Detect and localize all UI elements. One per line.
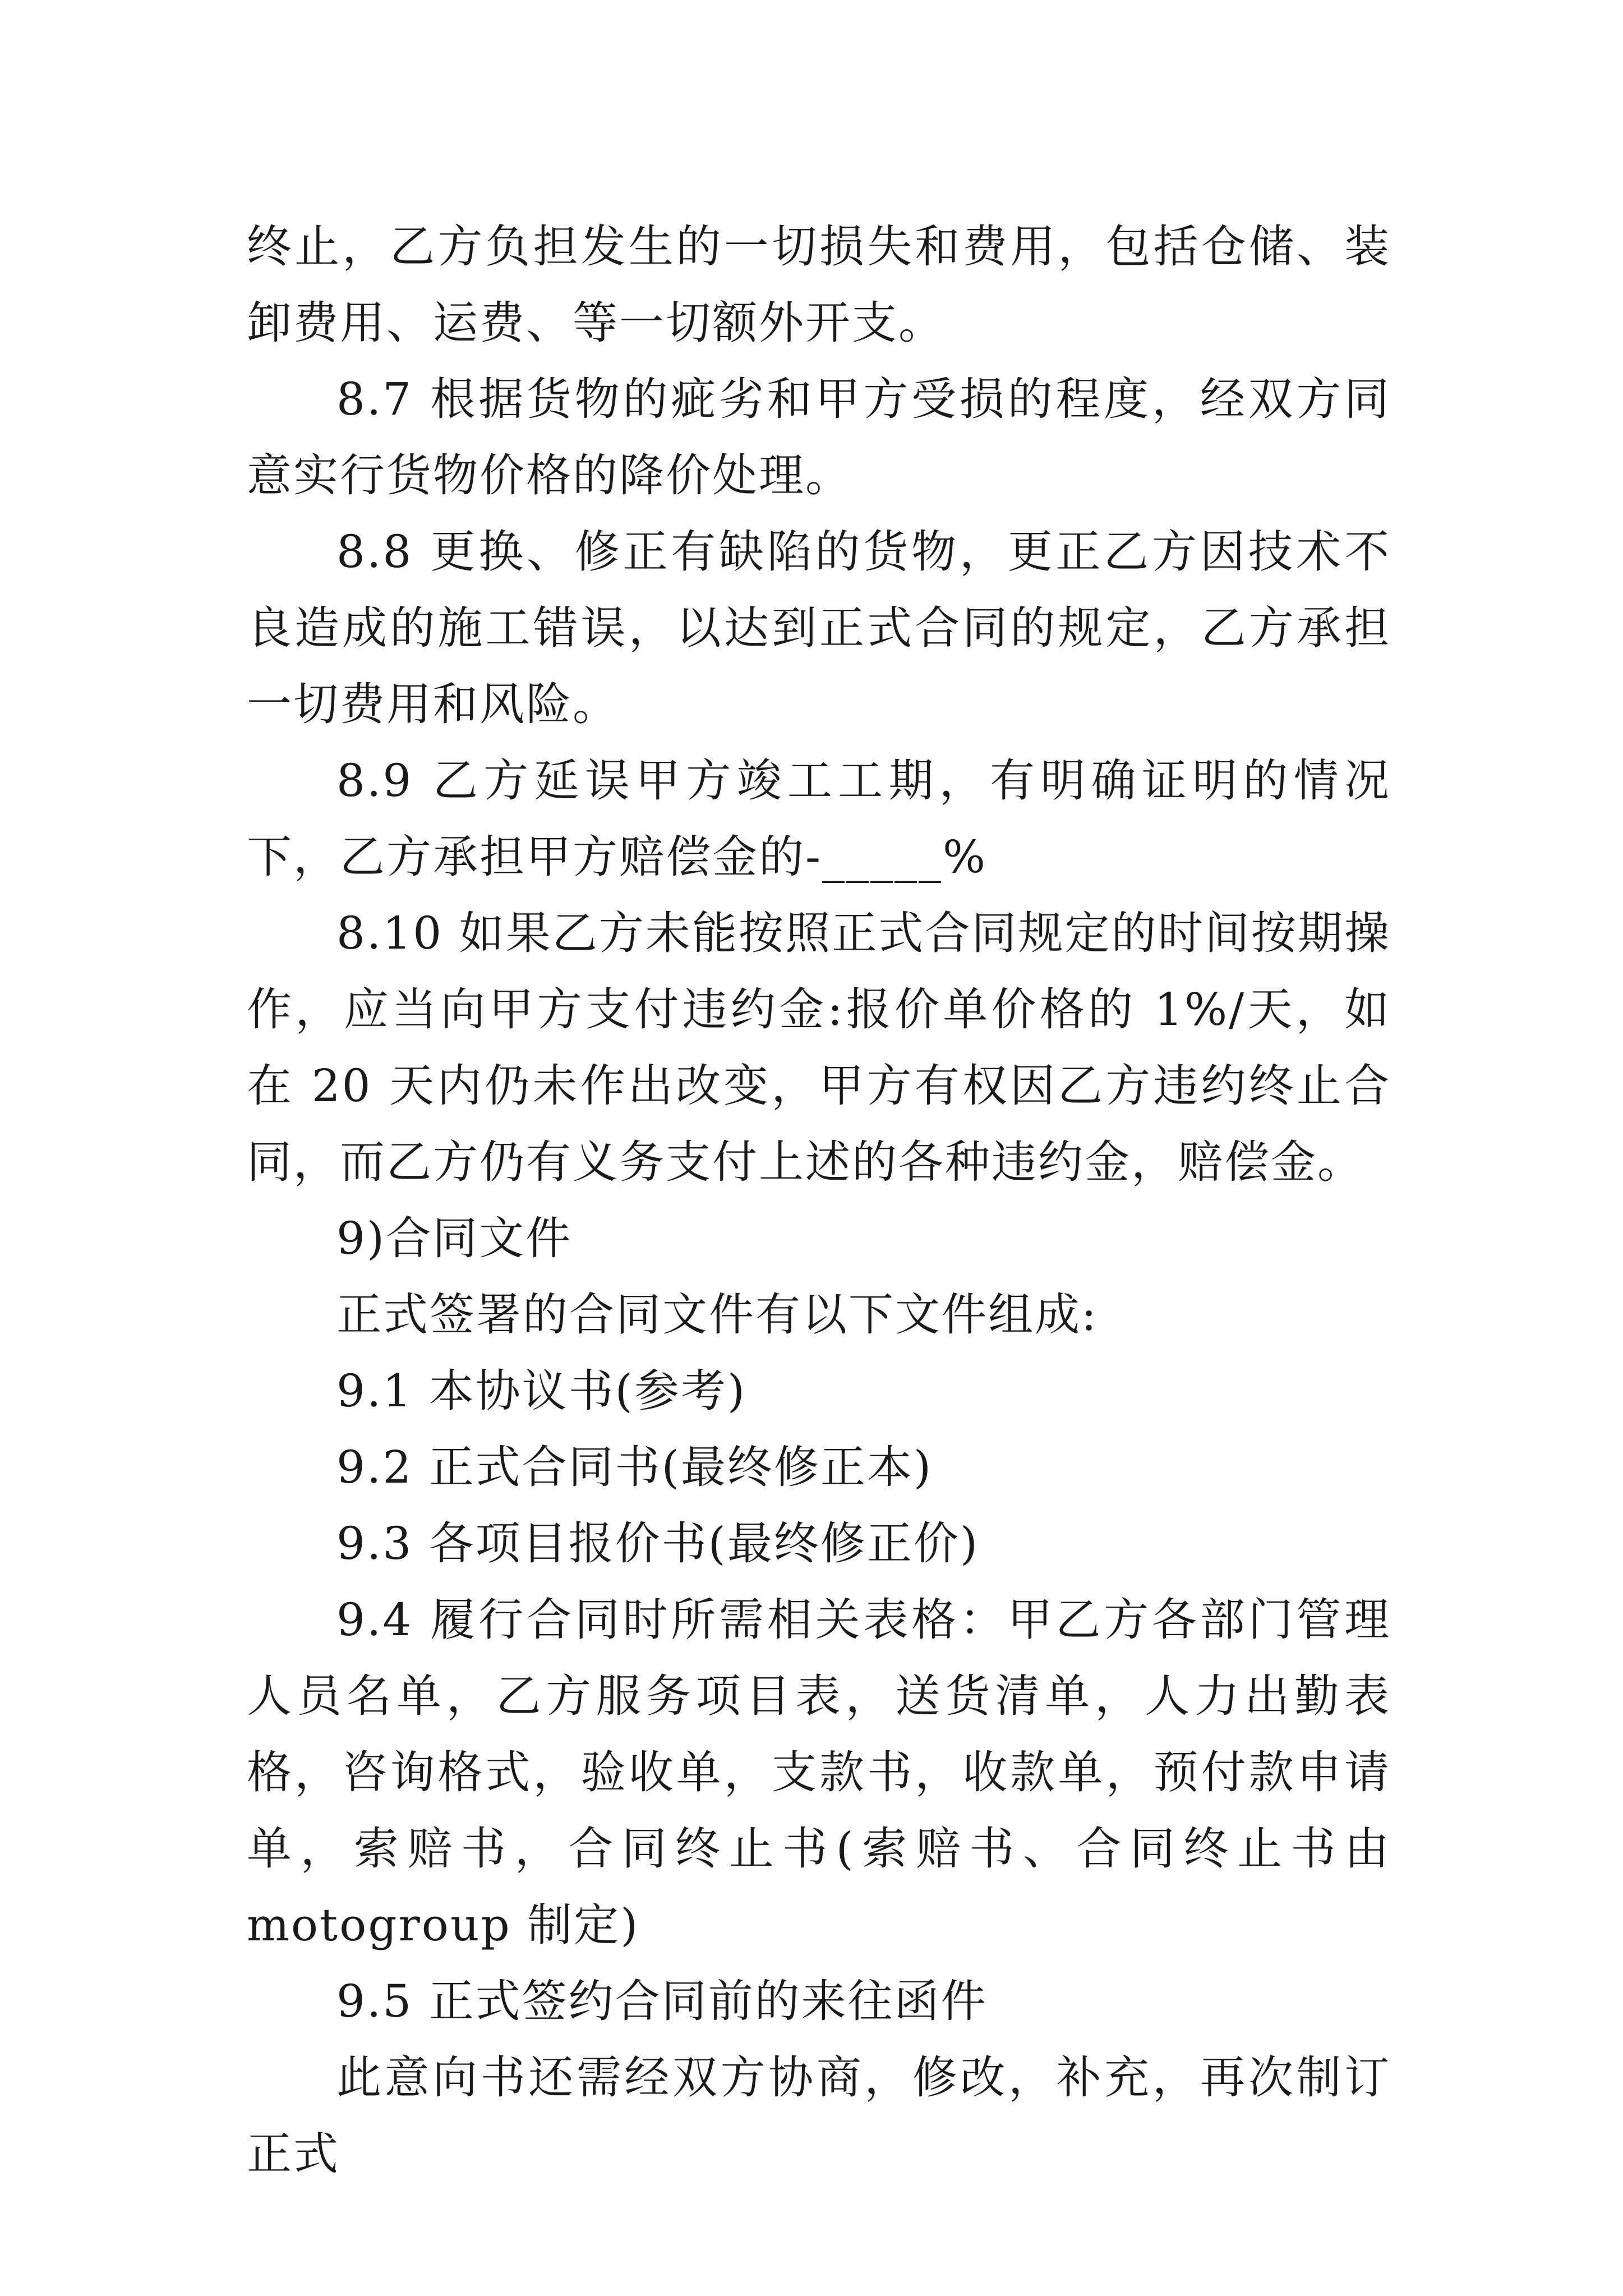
clause-9-4: 9.4 履行合同时所需相关表格：甲乙方各部门管理人员名单，乙方服务项目表，送货清单，人力出勤表格，咨询格式，验收单，支款书，收款单，预付款申请单，索赔书，合同终止书(索赔书、合同终止书由 motogroup 制定) — [247, 1594, 1391, 1951]
clause-9-2: 9.2 正式合同书(最终修正本) — [336, 1441, 933, 1493]
clause-9-1: 9.1 本协议书(参考) — [336, 1365, 747, 1417]
clause-9-3: 9.3 各项目报价书(最终修正价) — [336, 1517, 980, 1570]
clause-8-9: 8.9 乙方延误甲方竣工工期，有明确证明的情况下，乙方承担甲方赔偿金的-_____% — [247, 754, 1391, 883]
clause-8-8: 8.8 更换、修正有缺陷的货物，更正乙方因技术不良造成的施工错误，以达到正式合同的规定，乙方承担一切费用和风险。 — [247, 526, 1391, 730]
clause-8-7: 8.7 根据货物的疵劣和甲方受损的程度，经双方同意实行货物价格的降价处理。 — [247, 373, 1391, 501]
paragraph-continuation: 终止，乙方负担发生的一切损失和费用，包括仓储、装卸费用、运费、等一切额外开支。 — [247, 220, 1391, 349]
clause-8-10: 8.10 如果乙方未能按照正式合同规定的时间按期操作，应当向甲方支付违约金:报价单价格的 1%/天，如在 20 天内仍未作出改变，甲方有权因乙方违约终止合同，而乙方仍有义务支付上述的各种违约金，赔偿金。 — [247, 907, 1391, 1188]
closing-paragraph: 此意向书还需经双方协商，修改，补充，再次制订正式 — [247, 2051, 1391, 2180]
clause-9-5: 9.5 正式签约合同前的来往函件 — [336, 1975, 988, 2027]
section-heading-9: 9)合同文件 — [336, 1212, 573, 1264]
document-body — [247, 209, 1391, 2192]
section-9-intro: 正式签署的合同文件有以下文件组成: — [336, 1289, 1098, 1341]
